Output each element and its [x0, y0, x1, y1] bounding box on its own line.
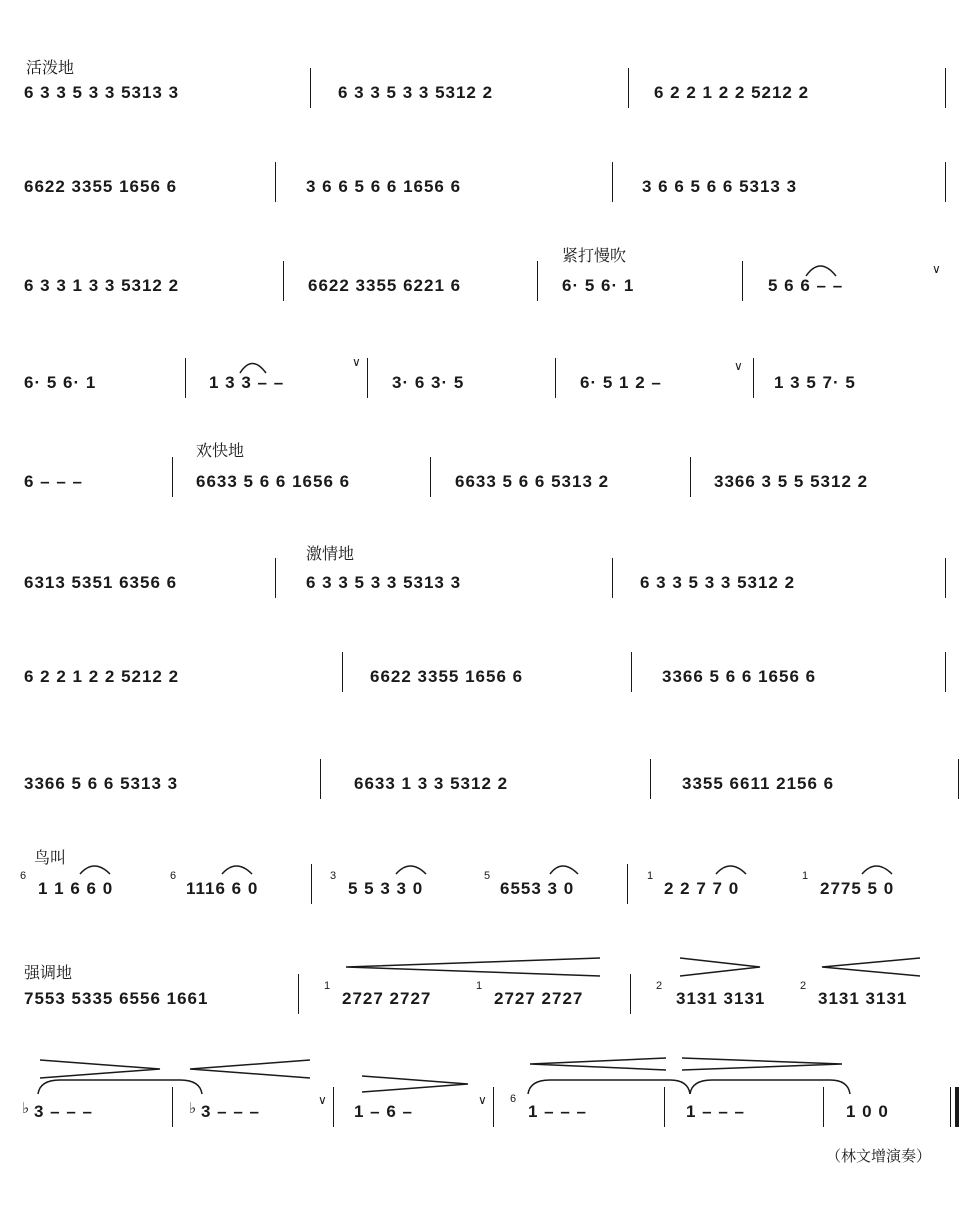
breath-mark-icon: ∨ — [352, 355, 361, 369]
barline — [612, 558, 613, 598]
dynamic-hairpin-icon — [530, 1058, 666, 1070]
measure: 5 6 6 – – — [768, 276, 844, 295]
barline — [612, 162, 613, 202]
measure: 1 1 6 6 0 — [38, 879, 114, 898]
measure: 2 2 7 7 0 — [664, 879, 740, 898]
measure: 1 – 6 – — [354, 1102, 413, 1121]
barline — [742, 261, 743, 301]
measure: 1 – – – — [686, 1102, 745, 1121]
score-line-5 — [0, 469, 971, 529]
barline — [753, 358, 754, 398]
barline — [631, 652, 632, 692]
barline — [945, 68, 946, 108]
grace-note: 6 — [20, 870, 27, 882]
performer-credit: （林文增演奏） — [826, 1148, 932, 1165]
barline — [298, 974, 299, 1014]
breath-mark-icon: ∨ — [734, 359, 743, 373]
measure: 6 3 3 5 3 3 5312 2 — [640, 573, 796, 592]
tie-arc-icon — [528, 1080, 690, 1094]
dynamic-hairpin-icon — [190, 1060, 310, 1078]
measure: 3 6 6 5 6 6 5313 3 — [642, 177, 798, 196]
barline — [172, 1087, 173, 1127]
dynamic-hairpin-icon — [682, 1058, 842, 1070]
tie-arc-icon — [396, 866, 426, 874]
measure: 3366 3 5 5 5312 2 — [714, 472, 869, 491]
grace-note: 1 — [324, 980, 331, 992]
barline — [311, 864, 312, 904]
barline — [172, 457, 173, 497]
barline — [823, 1087, 824, 1127]
measure: 6633 1 3 3 5312 2 — [354, 774, 509, 793]
measure: 6313 5351 6356 6 — [24, 573, 178, 592]
barline — [320, 759, 321, 799]
measure: 5 5 3 3 0 — [348, 879, 424, 898]
measure: 6622 3355 1656 6 — [370, 667, 524, 686]
barline — [555, 358, 556, 398]
technique-label-bird-call: 鸟叫 — [34, 850, 67, 867]
measure: 3131 3131 — [818, 989, 908, 1008]
measure: 6553 3 0 — [500, 879, 575, 898]
barline — [310, 68, 311, 108]
breath-mark-icon: ∨ — [478, 1093, 487, 1107]
measure: 3 – – – — [34, 1102, 93, 1121]
measure: 1 – – – — [528, 1102, 587, 1121]
measure: 6 3 3 5 3 3 5313 3 — [306, 573, 462, 592]
dynamic-hairpin-icon — [40, 1060, 160, 1078]
measure: 6622 3355 1656 6 — [24, 177, 178, 196]
tie-arc-icon — [716, 866, 746, 874]
tempo-label-emphatic: 强调地 — [24, 965, 73, 982]
measure: 2775 5 0 — [820, 879, 895, 898]
tempo-label-tight-beat: 紧打慢吹 — [562, 248, 627, 265]
measure: 2727 2727 — [342, 989, 432, 1008]
measure: 6· 5 6· 1 — [24, 373, 97, 392]
tie-arc-icon — [38, 1080, 202, 1094]
grace-note: 3 — [330, 870, 337, 882]
barline — [537, 261, 538, 301]
score-line-10 — [0, 980, 971, 1046]
barline — [283, 261, 284, 301]
barline — [945, 162, 946, 202]
barline — [333, 1087, 334, 1127]
tie-arc-icon — [862, 866, 892, 874]
measure: 2727 2727 — [494, 989, 584, 1008]
flat-sign-icon: ♭ — [189, 1100, 197, 1117]
dynamic-hairpin-icon — [346, 958, 600, 976]
measure: 7553 5335 6556 1661 — [24, 989, 209, 1008]
score-line-2 — [0, 174, 971, 234]
barline — [945, 652, 946, 692]
measure: 6 3 3 5 3 3 5313 3 — [24, 83, 180, 102]
tempo-label-cheerful: 欢快地 — [196, 443, 245, 460]
measure: 1 3 5 7· 5 — [774, 373, 856, 392]
barline — [630, 974, 631, 1014]
measure: 6 2 2 1 2 2 5212 2 — [654, 83, 810, 102]
tie-arc-icon — [80, 866, 110, 874]
measure: 6· 5 1 2 – — [580, 373, 662, 392]
grace-note: 2 — [656, 980, 663, 992]
barline — [627, 864, 628, 904]
measure: 3 – – – — [201, 1102, 260, 1121]
grace-note: 1 — [647, 870, 654, 882]
tempo-label-passionate: 激情地 — [306, 546, 355, 563]
barline — [367, 358, 368, 398]
grace-note: 1 — [802, 870, 809, 882]
measure: 6 – – – — [24, 472, 83, 491]
measure: 3131 3131 — [676, 989, 766, 1008]
tie-arc-icon — [690, 1080, 850, 1094]
barline — [690, 457, 691, 497]
dynamic-hairpin-icon — [680, 958, 760, 976]
barline — [650, 759, 651, 799]
grace-note: 5 — [484, 870, 491, 882]
measure: 1 3 3 – – — [209, 373, 285, 392]
measure: 6· 5 6· 1 — [562, 276, 635, 295]
barline — [275, 558, 276, 598]
barline — [493, 1087, 494, 1127]
score-line-8 — [0, 771, 971, 831]
breath-mark-icon: ∨ — [932, 262, 941, 276]
measure: 6633 5 6 6 5313 2 — [455, 472, 610, 491]
grace-note: 6 — [170, 870, 177, 882]
grace-note: 2 — [800, 980, 807, 992]
measure: 6 3 3 1 3 3 5312 2 — [24, 276, 180, 295]
measure: 6622 3355 6221 6 — [308, 276, 462, 295]
barline — [430, 457, 431, 497]
grace-note: 1 — [476, 980, 483, 992]
breath-mark-icon: ∨ — [318, 1093, 327, 1107]
measure: 1116 6 0 — [186, 879, 259, 898]
dynamic-hairpin-icon — [822, 958, 920, 976]
measure: 6 2 2 1 2 2 5212 2 — [24, 667, 180, 686]
measure: 6 3 3 5 3 3 5312 2 — [338, 83, 494, 102]
barline — [945, 558, 946, 598]
measure: 3 6 6 5 6 6 1656 6 — [306, 177, 462, 196]
measure: 3355 6611 2156 6 — [682, 774, 835, 793]
score-line-9 — [0, 870, 971, 936]
measure: 3366 5 6 6 1656 6 — [662, 667, 817, 686]
measure: 3· 6 3· 5 — [392, 373, 465, 392]
measure: 6633 5 6 6 1656 6 — [196, 472, 351, 491]
barline — [958, 759, 959, 799]
flat-sign-icon: ♭ — [22, 1100, 30, 1117]
measure: 1 0 0 — [846, 1102, 889, 1121]
score-line-6 — [0, 570, 971, 630]
barline — [664, 1087, 665, 1127]
tie-arc-icon — [222, 866, 252, 874]
grace-note: 6 — [510, 1093, 517, 1105]
barline — [275, 162, 276, 202]
tempo-label-lively: 活泼地 — [26, 60, 75, 77]
barline — [628, 68, 629, 108]
barline — [342, 652, 343, 692]
score-line-1 — [0, 80, 971, 140]
score-line-4 — [0, 370, 971, 430]
score-line-3 — [0, 273, 971, 333]
final-barline — [955, 1087, 959, 1127]
tie-arc-icon — [550, 866, 578, 874]
measure: 3366 5 6 6 5313 3 — [24, 774, 179, 793]
barline — [185, 358, 186, 398]
score-line-7 — [0, 664, 971, 724]
dynamic-hairpin-icon — [362, 1076, 468, 1092]
